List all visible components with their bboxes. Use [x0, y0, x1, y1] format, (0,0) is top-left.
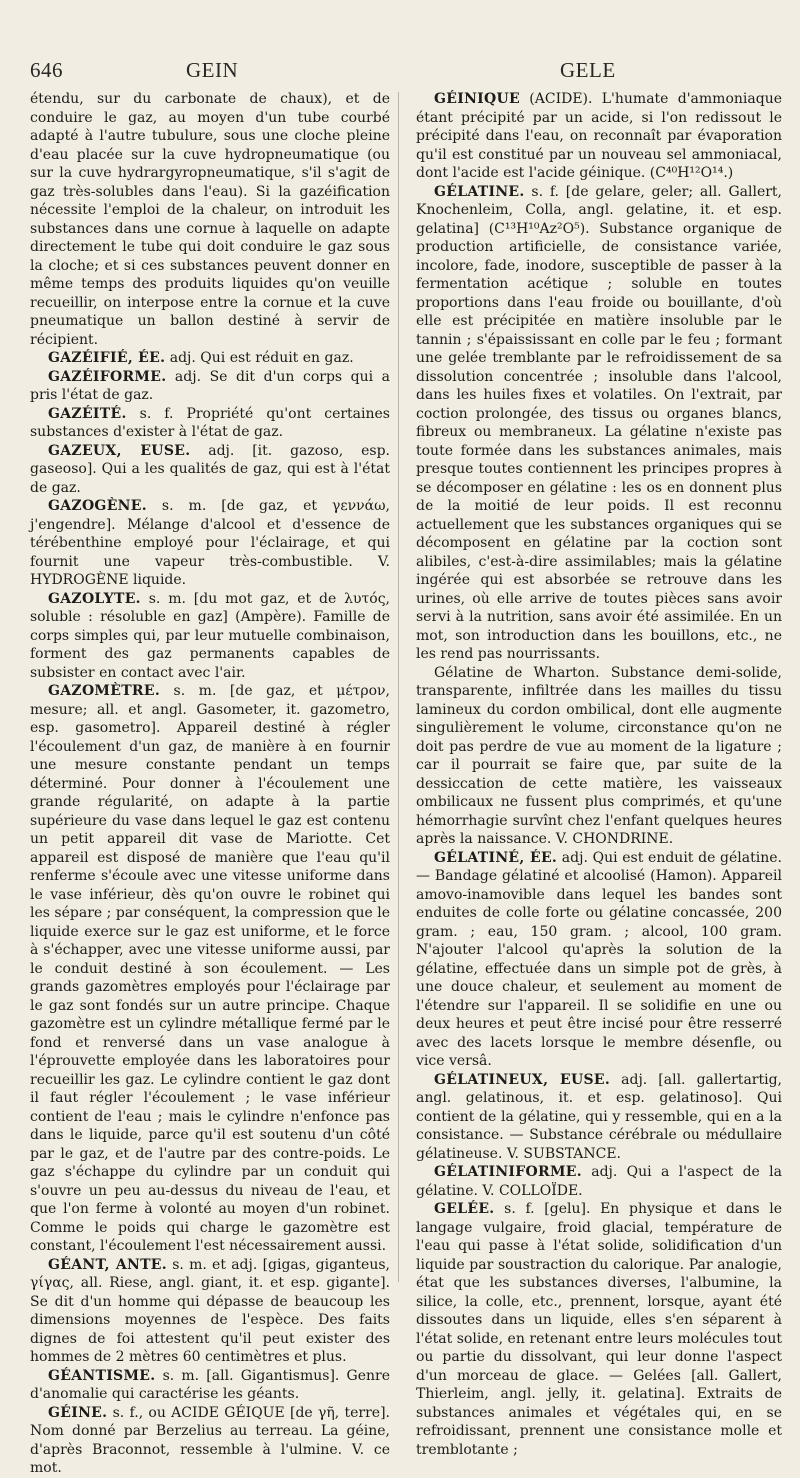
left-column-entry — [30, 1367, 390, 1404]
headword: GÉINIQUE — [434, 91, 520, 107]
headword: GAZOGÈNE. — [48, 498, 147, 514]
left-column-entry — [30, 442, 390, 498]
right-column-entry — [416, 1071, 782, 1164]
entry-text: (ACIDE). L'humate d'ammoniaque étant précipité par un acide, si l'on redissout le précipité dans l'eau, on reconnaît par évaporation qu'il est constitué par un nouveau sel ammoniacal, dont l'acide est l'acide géinique. (C⁴⁰H¹²O¹⁴.) — [416, 91, 782, 181]
right-column-entry — [416, 1163, 782, 1200]
entry-text: adj. Se dit d'un corps qui a pris l'état de gaz. — [30, 368, 390, 403]
headword: GÉLATINIFORME. — [434, 1164, 582, 1180]
right-column-entry — [416, 1200, 782, 1459]
entry-text: s. m. [du mot gaz, et de λυτός, soluble : résoluble en gaz] (Ampère). Famille de corps simples qui, par leur mutuelle combinaison, forment des gaz permanents capables de subsister en contact avec l'air. — [30, 590, 390, 681]
running-head-left: GEIN — [186, 58, 239, 82]
left-column-entry — [30, 349, 390, 368]
headword: GÉANTISME. — [48, 1367, 156, 1384]
entry-text: s. f. Propriété qu'ont certaines substances d'exister à l'état de gaz. — [30, 405, 390, 440]
left-column-entry — [30, 1256, 390, 1367]
headword: GÉANT, ANTE. — [48, 1256, 167, 1273]
headword: GÉLATINE. — [434, 183, 525, 200]
headword: GAZEUX, EUSE. — [48, 442, 191, 459]
entry-text: s. f., ou ACIDE GÉIQUE [de γῆ, terre]. Nom donné par Berzelius au terreau. La géine, d'après Braconnot, ressemble à l'ulmine. V. ce mot. — [30, 1404, 390, 1476]
left-column-entry — [30, 590, 390, 683]
entry-text: adj. [it. gazoso, esp. gaseoso]. Qui a les qualités de gaz, qui est à l'état de gaz. — [30, 442, 390, 496]
headword: GAZÉIFIÉ, ÉE. — [48, 350, 166, 366]
entry-text: s. m. [de gaz, et μέτρον, mesure; all. et angl. Gasometer, it. gazometro, esp. gasometro]. Appareil destiné à régler l'écoulement d'un gaz, de manière à en fournir une mesure constante pendant un temps déterminé. Pour donner à l'écoulement une grande régularité, on adapte à la partie supérieure du vase dans lequel le gaz est contenu un petit appareil dit vase de Mariotte. Cet appareil est disposé de manière que l'eau qu'il renferme s'écoule avec une vitesse uniforme dans le vase inférieur, dès qu'on ouvre le robinet qui les sépare ; par conséquent, la compression que le liquide exerce sur le gaz est uniforme, et le force à s'échapper, avec une vitesse uniforme aussi, par le conduit destiné à son écoulement. — Les grands gazomètres employés pour l'éclairage par le gaz sont fondés sur un autre principe. Chaque gazomètre est un cylindre métallique fermé par le fond et renversé dans un vase analogue à l'éprouvette employée dans les laboratoires pour recueillir les gaz. Le cylindre contient le gaz dont il faut régler l'écoulement ; le vase inférieur contient de l'eau ; mais le cylindre n'enfonce pas dans le liquide, parce qu'il est soutenu d'un côté par le gaz, et de l'autre par des contre-poids. Le gaz s'échappe du cylindre par un conduit qui s'ouvre un peu au-dessus du niveau de l'eau, et que l'on ferme à volonté au moyen d'un robinet. Comme le poids qui charge le gazomètre est constant, l'écoulement l'est nécessairement aussi. — [30, 683, 390, 1254]
left-column-entry — [30, 682, 390, 1256]
left-column — [30, 90, 390, 1478]
right-column-entry — [416, 90, 782, 183]
right-column-entry — [416, 183, 782, 664]
headword: GÉINE. — [48, 1404, 108, 1421]
headword: GELÉE. — [434, 1201, 495, 1217]
entry-text: adj. Qui a l'aspect de la gélatine. V. COLLOÏDE. — [416, 1164, 782, 1199]
left-column-entry — [30, 405, 390, 442]
headword: GÉLATINÉ, ÉE. — [434, 849, 558, 866]
right-column-entry — [416, 849, 782, 1071]
entry-text: Gélatine de Wharton. Substance demi-solide, transparente, infiltrée dans les mailles du tissu lamineux du cordon ombilical, dont elle augmente singulièrement le volume, circonstance qu'on ne doit pas perdre de vue au moment de la ligature ; car il pourrait se faire que, par suite de la dessiccation de cette matière, les vaisseaux ombilicaux ne fussent plus comprimés, et qu'une hémorrhagie survînt chez l'enfant quelques heures après la naissance. V. CHONDRINE. — [416, 664, 782, 847]
left-column-entry — [30, 90, 390, 349]
left-column-entry — [30, 1404, 390, 1478]
entry-text: s. f. [gelu]. En physique et dans le langage vulgaire, froid glacial, température de l'eau qui passe à l'état solide, solidification d'un liquide par soustraction du calorique. Par analogie, état que les substances diverses, l'albumine, la silice, la colle, etc., prennent, lorsque, ayant été dissoutes dans un liquide, elles s'en séparent à l'état solide, en retenant entre leurs molécules tout ou partie du dissolvant, qui leur donne l'aspect d'un morceau de glace. — Gelées [all. Gallert, Thierleim, angl. jelly, it. gelatina]. Extraits de substances animales et végétales qui, en se refroidissant, prennent une consistance molle et tremblotante ; — [416, 1201, 782, 1458]
entry-text: adj. [all. gallertartig, angl. gelatinous, it. et esp. gelatinoso]. Qui contient de la gélatine, qui y ressemble, qui en a la consistance. — Substance cérébrale ou médullaire gélatineuse. V. SUBSTANCE. — [416, 1071, 782, 1162]
entry-text: étendu, sur du carbonate de chaux), et de conduire le gaz, au moyen d'un tube courbé adapté à l'autre tubulure, sous une cloche pleine d'eau placée sur la cuve hydropneumatique (ou sur la cuve hydrargyropneumatique, s'il s'agit de gaz très-solubles dans l'eau). Si la gazéification nécessite l'emploi de la chaleur, on introduit les substances dans une cornue à laquelle on adapte directement le tube qui doit conduire le gaz sous la cloche; et si ces substances peuvent donner en même temps des produits liquides qu'on veuille recueillir, on interpose entre la cornue et la cuve pneumatique un ballon destiné à servir de récipient. — [30, 91, 390, 348]
left-column-entry — [30, 497, 390, 590]
column-divider — [398, 92, 399, 1282]
headword: GAZÉIFORME. — [48, 368, 167, 385]
headword: GÉLATINEUX, EUSE. — [434, 1071, 611, 1088]
page-number: 646 — [30, 58, 63, 82]
entry-text: s. f. [de gelare, geler; all. Gallert, Knochenleim, Colla, angl. gelatine, it. et esp. gelatina] (C¹³H¹⁰Az²O⁵). Substance organique de production artificielle, de consistance variée, incolore, fade, inodore, susceptible de passer à la fermentation acétique ; soluble en toutes proportions dans l'eau froide ou bouillante, d'où elle est précipitée en matière insoluble par le tannin ; s'épaississant en colle par le feu ; formant une gelée tremblante par le refroidissement de sa dissolution concentrée ; insoluble dans l'alcool, dans les huiles fixes et volatiles. On l'extrait, par coction prolongée, des tissus ou organes blancs, fibreux ou membraneux. La gélatine n'existe pas toute formée dans les substances animales, mais presque toutes contiennent les principes propres à se décomposer en gélatine : les os en donnent plus de la moitié de leur poids. Il est reconnu actuellement que les substances organiques qui se décomposent en gélatine par la coction sont alibiles, c'est-à-dire assimilables; mais la gélatine ingérée qui est absorbée se retrouve dans les urines, où elle arrive de toutes pièces sans avoir servi à la nutrition, sans avoir été assimilée. En un mot, son introduction dans les bouillons, etc., ne les rend pas nourrissants. — [416, 183, 782, 662]
right-column — [416, 90, 782, 1459]
headword: GAZOMÈTRE. — [48, 683, 160, 699]
headword: GAZOLYTE. — [48, 590, 141, 607]
left-column-entry — [30, 368, 390, 405]
entry-text: s. m. [de gaz, et γεννάω, j'engendre]. Mélange d'alcool et d'essence de térébenthine employé pour l'éclairage, et qui fournit une vapeur très-combustible. V. HYDROGÈNE liquide. — [30, 498, 390, 588]
entry-text: adj. Qui est réduit en gaz. — [165, 350, 354, 366]
right-column-entry — [416, 664, 782, 849]
entry-text: s. m. [all. Gigantismus]. Genre d'anomalie qui caractérise les géants. — [30, 1367, 390, 1402]
headword: GAZÉITÉ. — [48, 405, 127, 422]
running-head-right: GELE — [560, 58, 616, 82]
entry-text: s. m. et adj. [gigas, giganteus, γίγας, all. Riese, angl. giant, it. et esp. gigante]. Se dit d'un homme qui dépasse de beaucoup les dimensions moyennes de l'espèce. Des faits dignes de foi attestent qu'il peut exister des hommes de 2 mètres 60 centimètres et plus. — [30, 1256, 390, 1365]
entry-text: adj. Qui est enduit de gélatine. — Bandage gélatiné et alcoolisé (Hamon). Appareil amovo-inamovible dans lequel les bandes sont enduites de colle forte ou gélatine concassée, 200 gram. ; eau, 150 gram. ; alcool, 100 gram. N'ajouter l'alcool qu'après la solution de la gélatine, effectuée dans un simple pot de grès, à une douce chaleur, et seulement au moment de l'étendre sur l'appareil. Il se solidifie en une ou deux heures et peut être incisé pour être resserré avec des lacets lorsque le membre désenfle, ou vice versâ. — [416, 849, 782, 1069]
